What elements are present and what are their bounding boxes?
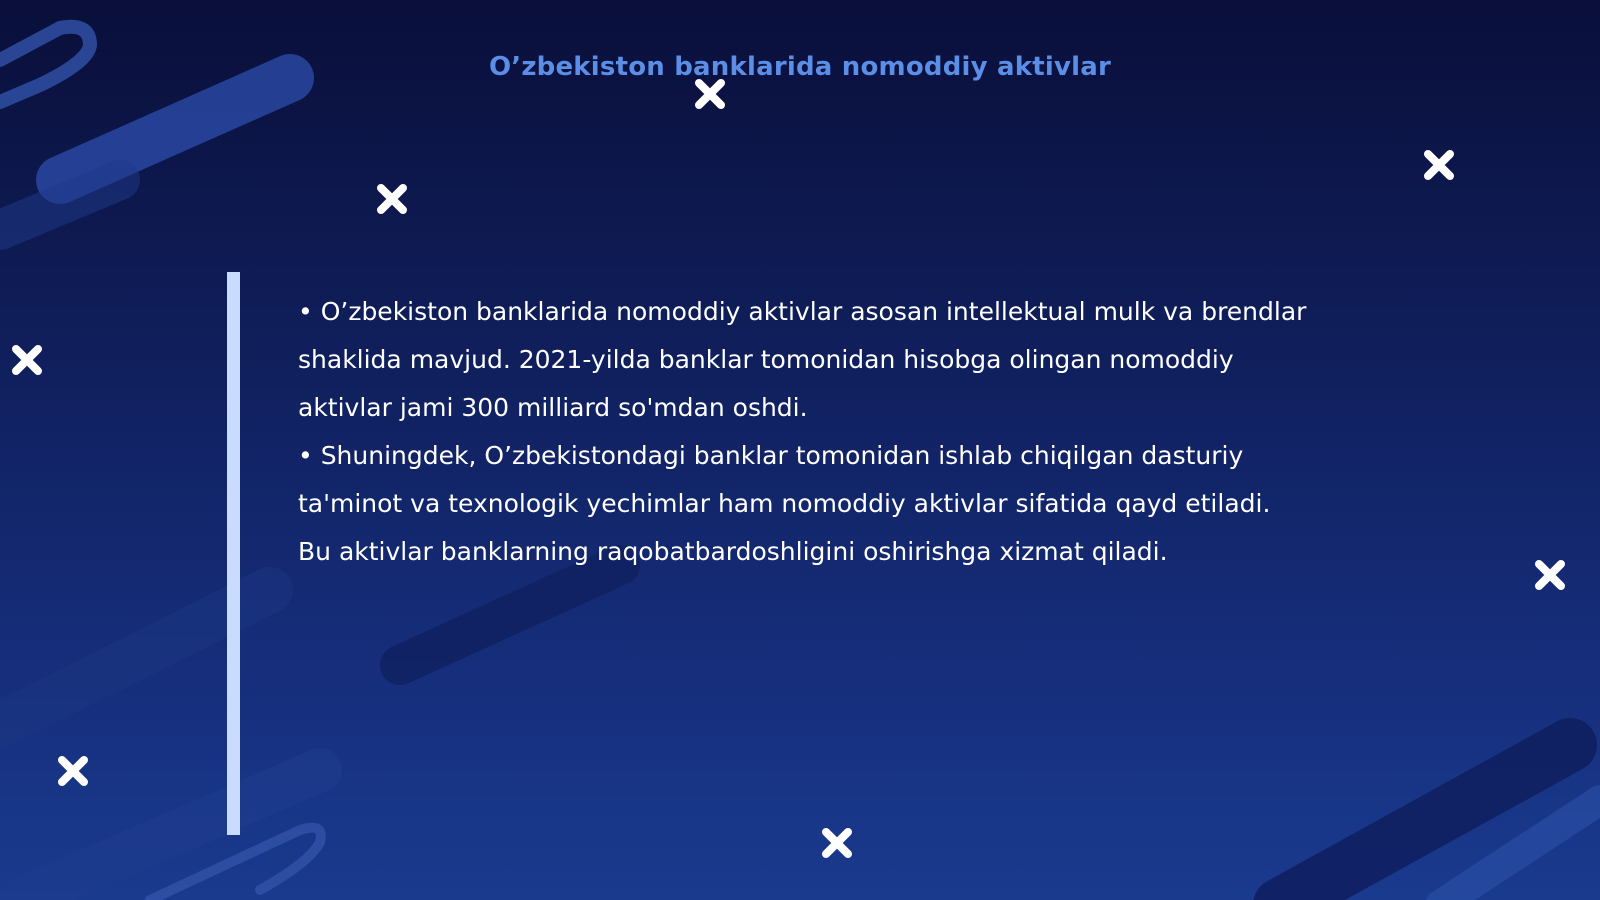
close-x-icon [10,343,44,377]
close-x-icon [1533,558,1567,592]
close-x-icon [820,826,854,860]
close-x-icon [1422,148,1456,182]
slide-title: O’zbekiston banklarida nomoddiy aktivlar [488,52,1112,82]
close-x-icon [693,77,727,111]
slide-body [298,288,1308,576]
bullet-paragraph: • Shuningdek, O’zbekistondagi banklar tomonidan ishlab chiqilgan dasturiy ta'minot va texnologik yechimlar ham nomoddiy aktivlar sifatida qayd etiladi. Bu aktivlar banklarning raqobatbardoshligini oshirishga xizmat qiladi. [298,441,1271,566]
close-x-icon [375,182,409,216]
accent-bar [227,272,240,835]
bullet-paragraph: • O’zbekiston banklarida nomoddiy aktivlar asosan intellektual mulk va brendlar shaklida mavjud. 2021-yilda banklar tomonidan hisobga olingan nomoddiy aktivlar jami 300 milliard so'mdan oshdi. [298,297,1307,422]
close-x-icon [56,754,90,788]
